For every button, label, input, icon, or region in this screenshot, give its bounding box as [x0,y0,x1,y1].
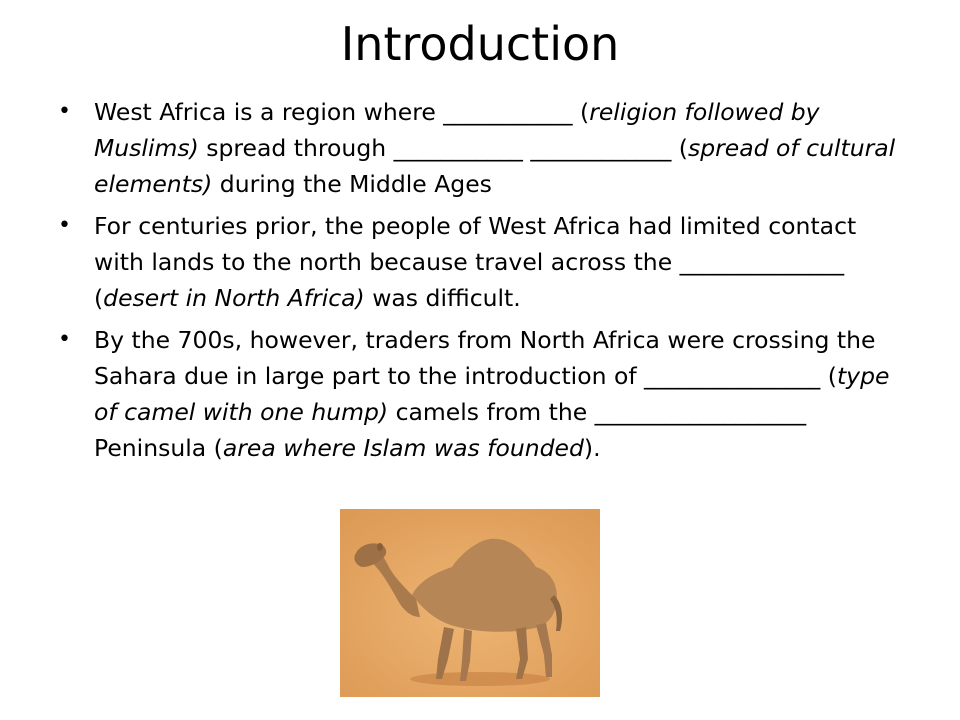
bullet-text-segment: By the 700s, however, traders from North Africa were crossing the Sahara due in large part to the introduction of _______________ ( [94,326,876,390]
bullet-item [56,94,906,202]
bullet-text-segment: For centuries prior, the people of West Africa had limited contact with lands to the north because travel across the ______________ ( [94,212,857,312]
bullet-dot-icon: • [58,213,71,238]
camel-photo [340,509,600,697]
bullet-text [94,326,889,462]
bullet-text-italic-segment: desert in North Africa) [103,284,365,312]
bullet-text-segment: camels from the __________________ Peninsula ( [94,398,807,462]
bullet-text-italic-segment: type of camel with one hump) [94,362,890,426]
bullet-dot-icon: • [58,327,71,352]
bullet-text-segment: during the Middle Ages [212,170,492,198]
bullet-item [56,322,906,466]
bullet-item [56,208,906,316]
bullet-text [94,98,895,198]
bullet-text-segment: West Africa is a region where ___________ ( [94,98,590,126]
slide-title: Introduction [340,17,620,71]
camel-icon [340,509,600,697]
bullet-list [56,94,906,472]
bullet-text-segment: ). [583,434,601,462]
bullet-text-segment: was difficult. [364,284,521,312]
bullet-dot-icon: • [58,99,71,124]
bullet-text-italic-segment: area where Islam was founded [222,434,584,462]
bullet-text-italic-segment: religion followed by Muslims) [94,98,820,162]
bullet-text [94,212,856,312]
bullet-text-italic-segment: spread of cultural elements) [94,134,896,198]
bullet-text-segment: spread through ___________ ____________ ( [198,134,688,162]
